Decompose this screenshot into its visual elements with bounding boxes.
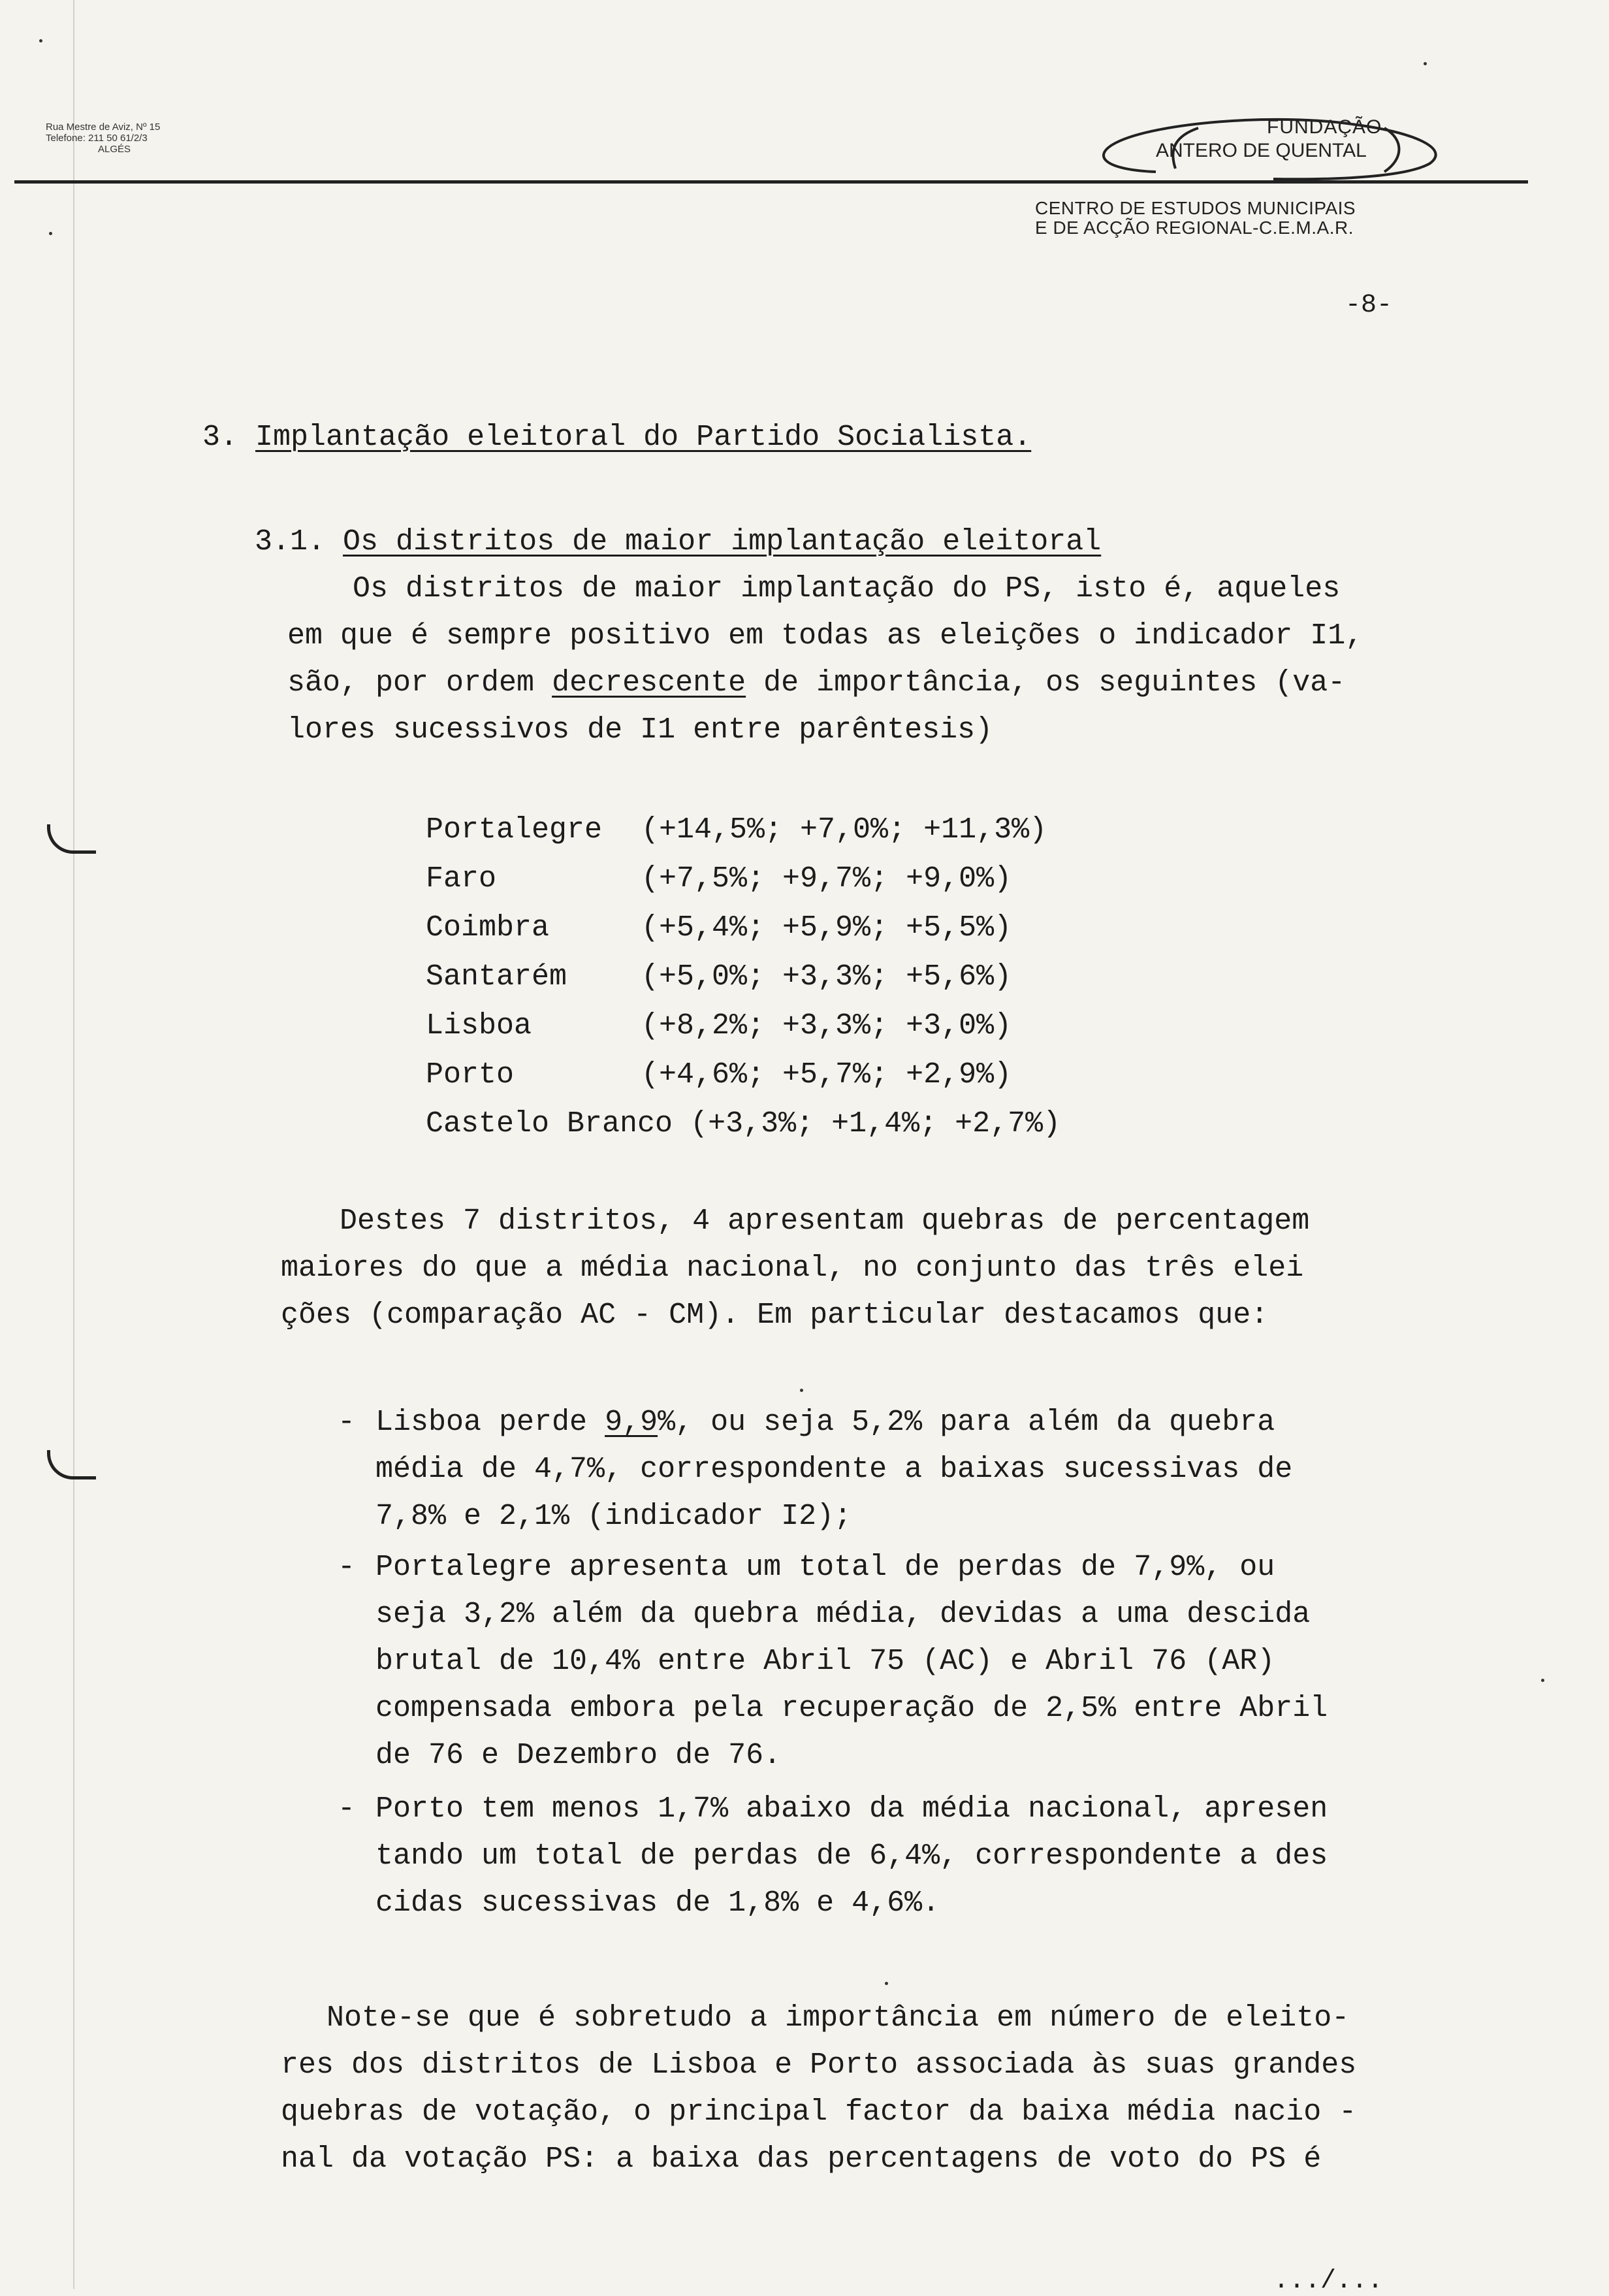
- district-values: (+4,6%; +5,7%; +2,9%): [641, 1058, 1012, 1091]
- district-row: [426, 813, 1060, 862]
- section-title: Implantação eleitoral do Partido Socialista.: [255, 421, 1032, 454]
- bullet-porto: [338, 1790, 1328, 1931]
- text-line: em que é sempre positivo em todas as eleições o indicador I1,: [287, 619, 1363, 653]
- continuation-mark: .../...: [1273, 2267, 1384, 2296]
- district-row: [426, 1058, 1060, 1107]
- text-line: 7,8% e 2,1% (indicador I2);: [375, 1500, 852, 1533]
- text-line: tando um total de perdas de 6,4%, correspondente a des: [375, 1839, 1328, 1873]
- page-number: -8-: [1345, 291, 1393, 320]
- district-row: [426, 911, 1060, 960]
- text-line: Destes 7 distritos, 4 apresentam quebras de percentagem: [340, 1205, 1310, 1238]
- scan-speck: [49, 232, 52, 235]
- address-line: Rua Mestre de Aviz, Nº 15: [46, 121, 161, 133]
- text-line: quebras de votação, o principal factor da baixa média nacio -: [281, 2095, 1357, 2129]
- text-line: compensada embora pela recuperação de 2,5% entre Abril: [375, 1692, 1328, 1725]
- district-values: (+5,0%; +3,3%; +5,6%): [641, 960, 1012, 994]
- text-line: brutal de 10,4% entre Abril 75 (AC) e Abril 76 (AR): [375, 1645, 1275, 1678]
- text-line: cidas sucessivas de 1,8% e 4,6%.: [375, 1886, 940, 1920]
- letterhead-address: [46, 121, 235, 155]
- centro-label: [1035, 199, 1356, 238]
- text-line: Os distritos de maior implantação do PS, isto é, aqueles: [353, 572, 1341, 606]
- binder-hole-mark: [47, 824, 96, 854]
- underlined-word: decrescente: [552, 666, 746, 700]
- logo-text-fundacao: FUNDAÇÃO: [1267, 116, 1382, 138]
- section-heading: [202, 418, 1031, 457]
- centro-line: CENTRO DE ESTUDOS MUNICIPAIS: [1035, 198, 1356, 218]
- underlined-value: 9,9: [605, 1406, 658, 1439]
- subsection-title: Os distritos de maior implantação eleitoral: [343, 525, 1102, 558]
- scan-speck: [1541, 1679, 1544, 1682]
- district-row: [426, 1009, 1060, 1058]
- district-name: Portalegre: [426, 813, 603, 847]
- paragraph-1: [287, 570, 1476, 758]
- paragraph-3: [281, 1999, 1356, 2187]
- text-line: Porto tem menos 1,7% abaixo da média nacional, apresen: [375, 1792, 1328, 1826]
- text-line: lores sucessivos de I1 entre parêntesis): [287, 713, 993, 747]
- subsection-heading: [255, 523, 1101, 562]
- district-row: [426, 960, 1060, 1009]
- text-line: Note-se que é sobretudo a importância em número de eleito-: [327, 2001, 1350, 2035]
- text-line: de 76 e Dezembro de 76.: [375, 1739, 782, 1772]
- text-segment: Lisboa perde: [375, 1406, 605, 1439]
- binder-hole-mark: [47, 1450, 96, 1479]
- district-row: [426, 862, 1060, 911]
- scan-speck: [800, 1389, 803, 1392]
- district-name: Santarém: [426, 960, 567, 994]
- district-name: Faro: [426, 862, 497, 896]
- section-number: 3.: [202, 421, 238, 454]
- district-list: [426, 813, 1060, 1156]
- text-segment: são, por ordem: [287, 666, 552, 700]
- district-name: Porto: [426, 1058, 515, 1091]
- text-line: Portalegre apresenta um total de perdas de 7,9%, ou: [375, 1551, 1275, 1584]
- bullet-dash: -: [338, 1551, 356, 1584]
- text-line: [375, 1403, 1292, 1450]
- district-values: (+7,5%; +9,7%; +9,0%): [641, 862, 1012, 896]
- address-line: ALGÉS: [98, 144, 131, 155]
- text-line: nal da votação PS: a baixa das percentagens de voto do PS é: [281, 2142, 1322, 2176]
- district-name: Lisboa: [426, 1009, 532, 1043]
- text-line: média de 4,7%, correspondente a baixas sucessivas de: [375, 1453, 1293, 1486]
- margin-line: [73, 0, 74, 2289]
- text-line: [287, 664, 1476, 711]
- district-values: (+14,5%; +7,0%; +11,3%): [641, 813, 1047, 847]
- text-line: seja 3,2% além da quebra média, devidas a uma descida: [375, 1598, 1311, 1631]
- district-name: Castelo Branco: [426, 1107, 673, 1140]
- paragraph-2: [281, 1202, 1309, 1343]
- bullet-lisboa: [338, 1403, 1293, 1544]
- header-rule: [14, 180, 1528, 184]
- district-row: [426, 1107, 1060, 1156]
- bullet-portalegre: [338, 1548, 1328, 1783]
- subsection-number: 3.1.: [255, 525, 326, 558]
- centro-line: E DE ACÇÃO REGIONAL-C.E.M.A.R.: [1035, 218, 1354, 238]
- address-line: Telefone: 211 50 61/2/3: [46, 133, 148, 144]
- text-segment: de importância, os seguintes (va-: [746, 666, 1346, 700]
- bullet-dash: -: [338, 1792, 356, 1826]
- logo-text-antero: ANTERO DE QUENTAL: [1156, 140, 1367, 161]
- fundacao-logo: [1077, 110, 1456, 187]
- district-values: (+8,2%; +3,3%; +3,0%): [641, 1009, 1012, 1043]
- text-segment: %, ou seja 5,2% para além da quebra: [658, 1406, 1275, 1439]
- scan-speck: [885, 1982, 888, 1985]
- text-line: maiores do que a média nacional, no conjunto das três elei: [281, 1252, 1304, 1285]
- district-name: Coimbra: [426, 911, 550, 945]
- scan-speck: [39, 39, 42, 42]
- text-line: res dos distritos de Lisboa e Porto associada às suas grandes: [281, 2048, 1357, 2082]
- district-values: (+5,4%; +5,9%; +5,5%): [641, 911, 1012, 945]
- text-line: ções (comparação AC - CM). Em particular destacamos que:: [281, 1299, 1269, 1332]
- bullet-dash: -: [338, 1406, 356, 1439]
- district-values: (+3,3%; +1,4%; +2,7%): [690, 1107, 1061, 1140]
- scan-speck: [1424, 62, 1427, 65]
